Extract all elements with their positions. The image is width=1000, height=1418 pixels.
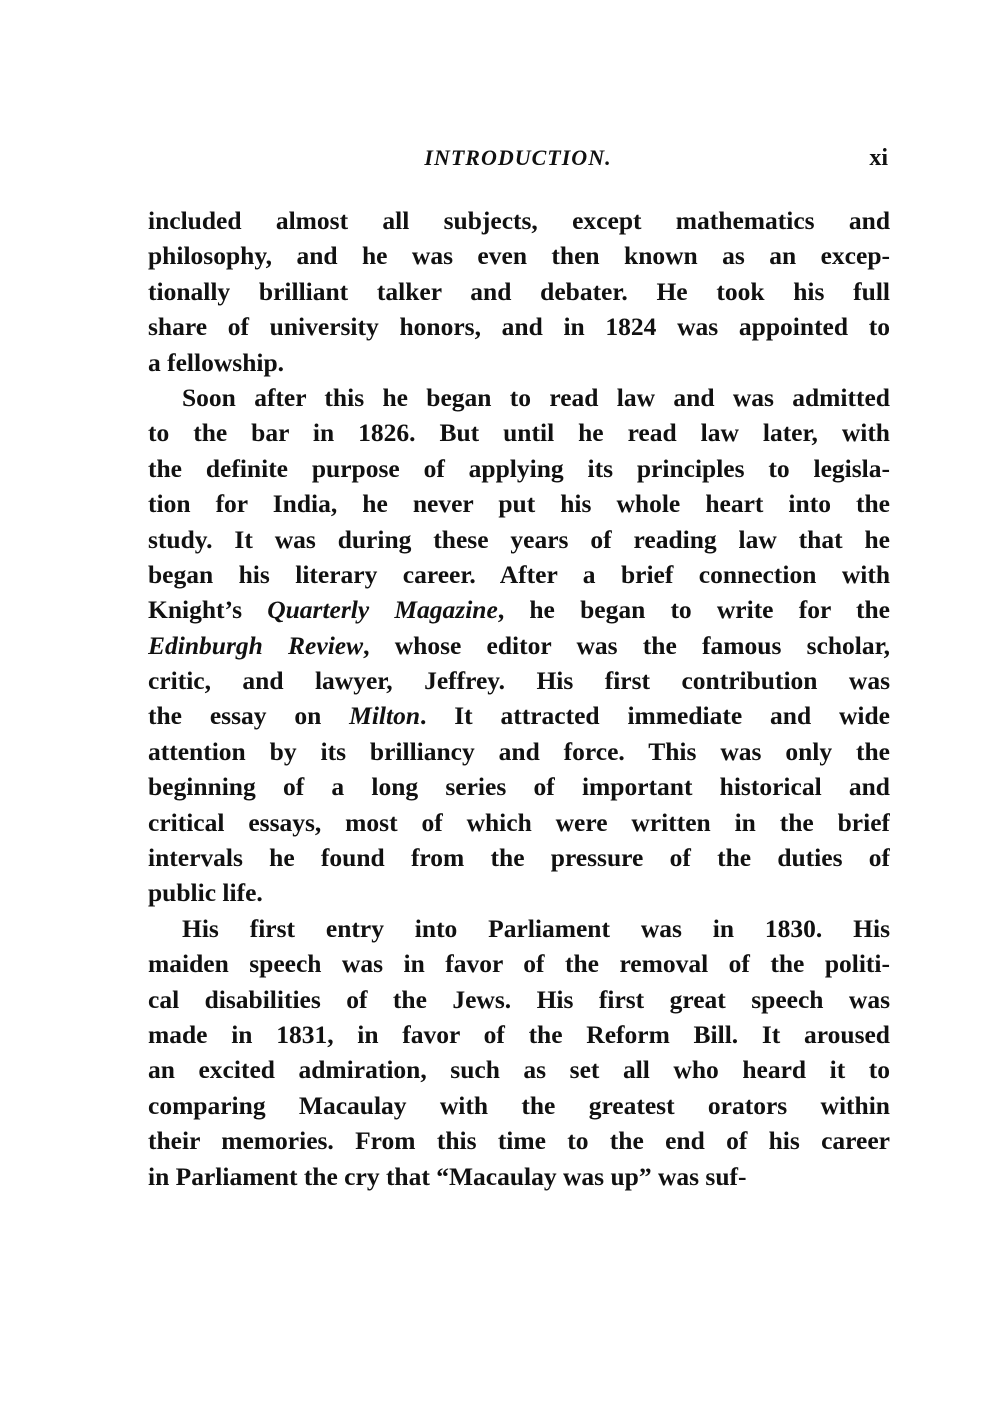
text-line: attention by its brilliancy and force. This was only the [148, 736, 890, 766]
paragraph [148, 380, 890, 911]
text-line: beginning of a long series of important historical and [148, 772, 890, 802]
text-line: a fellowship. [148, 347, 285, 377]
text-line: critical essays, most of which were written in the brief [148, 807, 890, 837]
text-line: an excited admiration, such as set all who heard it to [148, 1055, 890, 1085]
text-line: critic, and lawyer, Jeffrey. His first contribution was [148, 666, 890, 696]
page-number: xi [869, 145, 888, 171]
text-line: the definite purpose of applying its principles to legisla- [148, 453, 890, 483]
text-line: began his literary career. After a brief connection with [148, 559, 890, 589]
text-line: tionally brilliant talker and debater. He took his full [148, 276, 890, 306]
italic-title: Milton [349, 701, 421, 731]
text-line: Soon after this he began to read law and was admitted [182, 382, 890, 412]
text-line: intervals he found from the pressure of the duties of [148, 843, 890, 873]
italic-title: Edinburgh Review [148, 630, 364, 660]
paragraph [148, 203, 890, 380]
paragraph [148, 911, 890, 1194]
text-line: public life. [148, 878, 263, 908]
text-line: in Parliament the cry that “Macaulay was up” was suf- [148, 1161, 747, 1191]
text-line: maiden speech was in favor of the removal of the politi- [148, 949, 890, 979]
body-text [148, 203, 890, 1194]
text-line: the essay on Milton. It attracted immediate and wide [148, 701, 890, 731]
text-line: their memories. From this time to the end of his career [148, 1126, 890, 1156]
text-line: to the bar in 1826. But until he read law later, with [148, 418, 890, 448]
text-line: Edinburgh Review, whose editor was the famous scholar, [148, 630, 890, 660]
text-line: philosophy, and he was even then known as an excep- [148, 241, 890, 271]
text-line: study. It was during these years of reading law that he [148, 524, 890, 554]
text-line: tion for India, he never put his whole heart into the [148, 489, 890, 519]
text-line: cal disabilities of the Jews. His first great speech was [148, 984, 890, 1014]
text-line: comparing Macaulay with the greatest orators within [148, 1090, 890, 1120]
text-line: His first entry into Parliament was in 1830. His [182, 913, 890, 943]
text-line: made in 1831, in favor of the Reform Bill. It aroused [148, 1019, 890, 1049]
running-title: INTRODUCTION. [424, 145, 612, 170]
text-line: included almost all subjects, except mathematics and [148, 206, 890, 235]
running-head [148, 145, 888, 175]
text-line: share of university honors, and in 1824 was appointed to [148, 312, 890, 342]
italic-title: Quarterly Magazine [267, 595, 498, 625]
text-line: Knight’s Quarterly Magazine, he began to write for the [148, 595, 890, 625]
